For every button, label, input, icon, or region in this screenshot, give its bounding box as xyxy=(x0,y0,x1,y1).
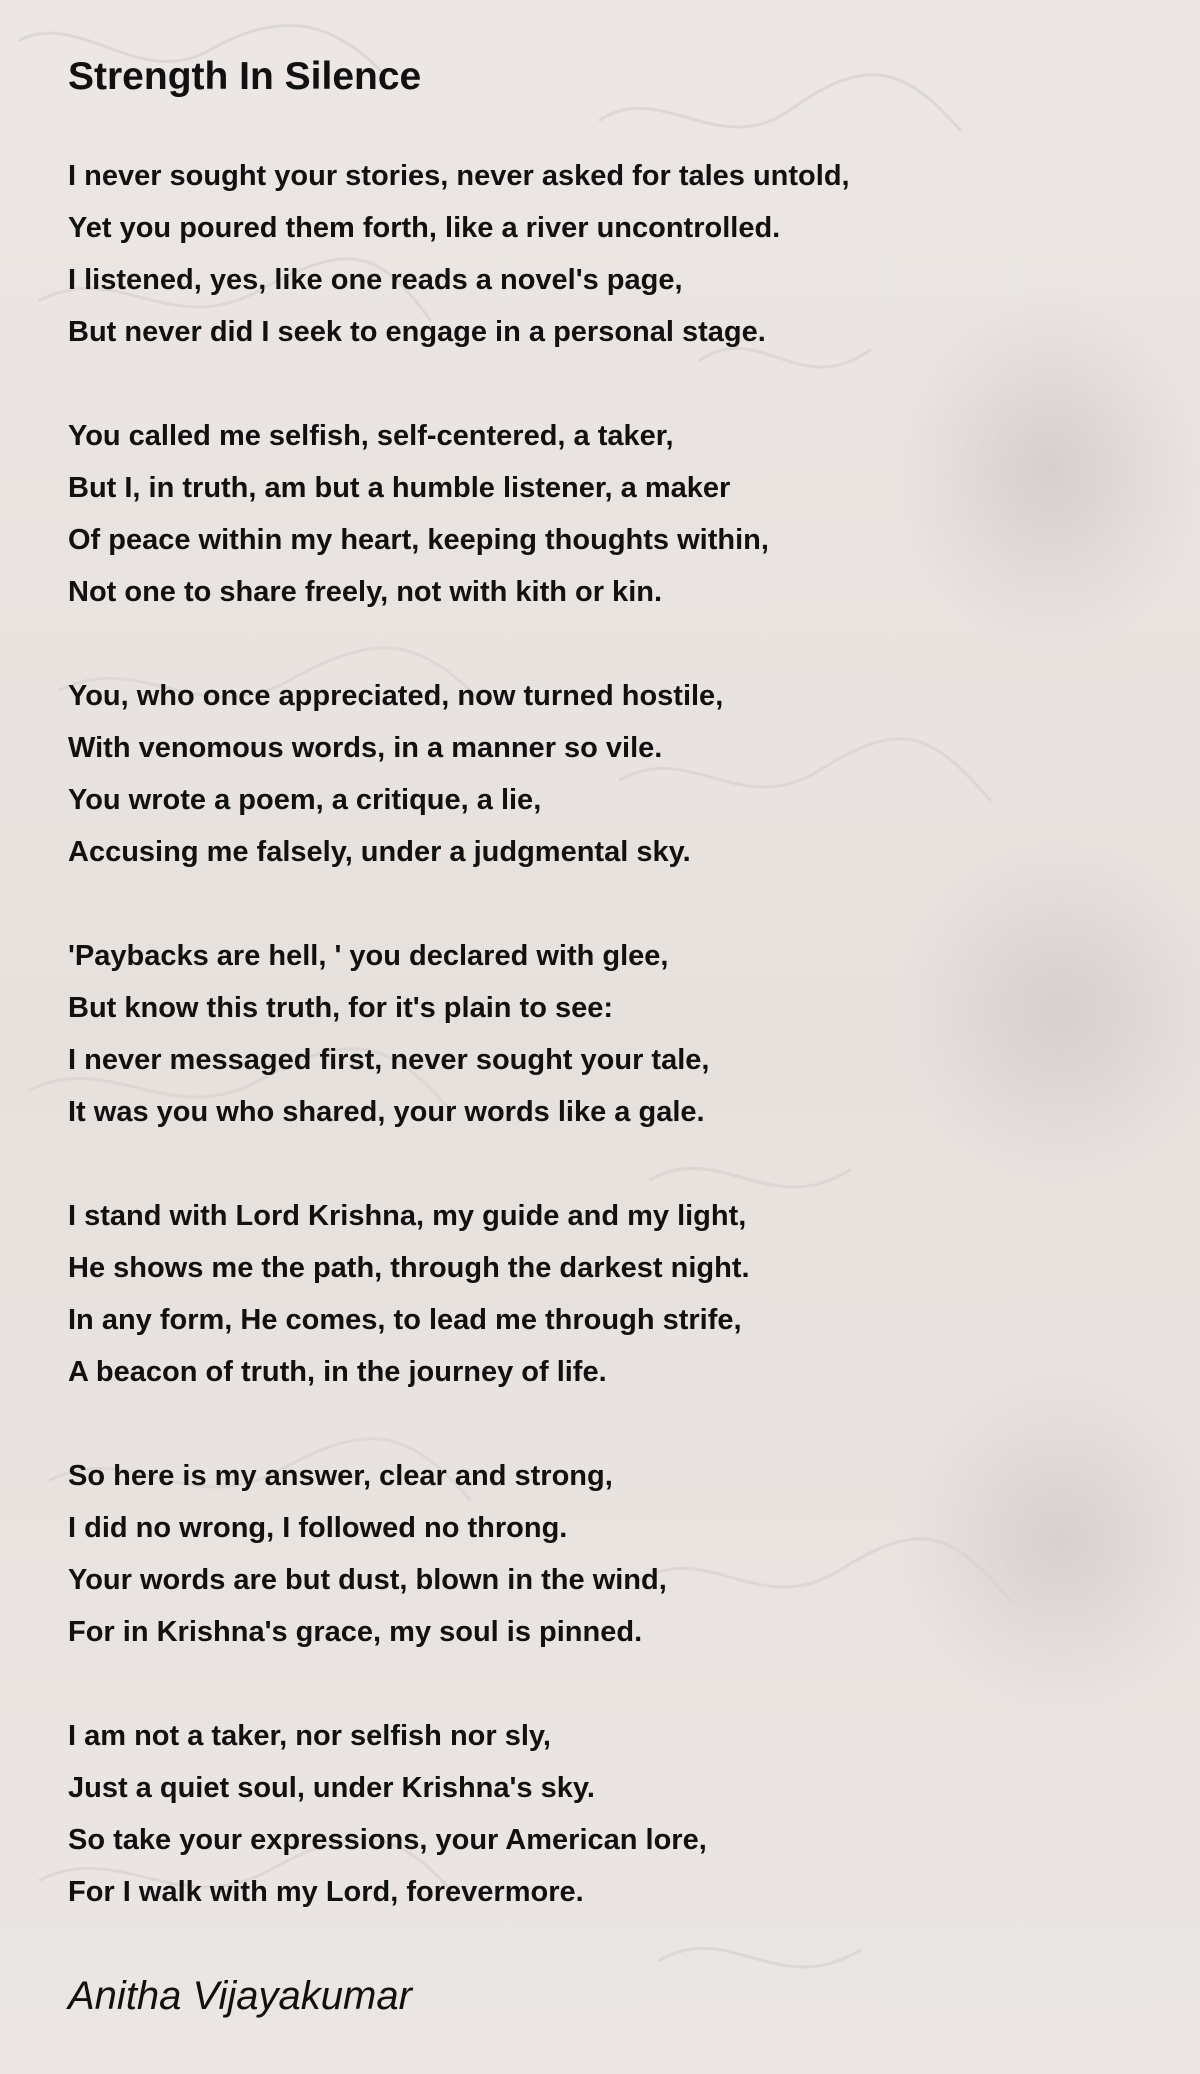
poem-title: Strength In Silence xyxy=(68,55,422,98)
poem-line: So here is my answer, clear and strong, xyxy=(68,1460,613,1492)
stanza xyxy=(68,1450,1148,1658)
poem-line: I never sought your stories, never asked for tales untold, xyxy=(68,160,850,192)
stanza xyxy=(68,150,1148,358)
poem-author: Anitha Vijayakumar xyxy=(68,1974,412,2018)
stanza xyxy=(68,1710,1148,1918)
poem-line: It was you who shared, your words like a gale. xyxy=(68,1096,705,1128)
poem-line: Yet you poured them forth, like a river uncontrolled. xyxy=(68,212,781,244)
poem-line: But know this truth, for it's plain to see: xyxy=(68,992,614,1024)
poem-line: But never did I seek to engage in a personal stage. xyxy=(68,316,766,348)
poem-line: Your words are but dust, blown in the wind, xyxy=(68,1564,667,1596)
poem-line: I never messaged first, never sought your tale, xyxy=(68,1044,710,1076)
poem-line: Of peace within my heart, keeping thoughts within, xyxy=(68,524,769,556)
stanza xyxy=(68,670,1148,878)
poem-line: For in Krishna's grace, my soul is pinned. xyxy=(68,1616,643,1648)
poem-line: I am not a taker, nor selfish nor sly, xyxy=(68,1720,551,1752)
poem-line: 'Paybacks are hell, ' you declared with glee, xyxy=(68,940,669,972)
poem-line: You, who once appreciated, now turned hostile, xyxy=(68,680,724,712)
poem-line: A beacon of truth, in the journey of life. xyxy=(68,1356,607,1388)
poem-line: I listened, yes, like one reads a novel's page, xyxy=(68,264,683,296)
poem-line: With venomous words, in a manner so vile. xyxy=(68,732,663,764)
poem-line: I did no wrong, I followed no throng. xyxy=(68,1512,568,1544)
poem-line: In any form, He comes, to lead me through strife, xyxy=(68,1304,742,1336)
poem-line: Just a quiet soul, under Krishna's sky. xyxy=(68,1772,595,1804)
poem-body xyxy=(68,150,1148,1970)
poem-line: You wrote a poem, a critique, a lie, xyxy=(68,784,542,816)
poem-line: Not one to share freely, not with kith or kin. xyxy=(68,576,663,608)
poem-line: For I walk with my Lord, forevermore. xyxy=(68,1876,584,1908)
poem-line: You called me selfish, self-centered, a taker, xyxy=(68,420,674,452)
poem-line: Accusing me falsely, under a judgmental sky. xyxy=(68,836,691,868)
poem-line: I stand with Lord Krishna, my guide and my light, xyxy=(68,1200,747,1232)
poem-line: So take your expressions, your American lore, xyxy=(68,1824,707,1856)
stanza xyxy=(68,1190,1148,1398)
poem-line: But I, in truth, am but a humble listener, a maker xyxy=(68,472,731,504)
stanza xyxy=(68,410,1148,618)
poem-line: He shows me the path, through the darkest night. xyxy=(68,1252,750,1284)
stanza xyxy=(68,930,1148,1138)
